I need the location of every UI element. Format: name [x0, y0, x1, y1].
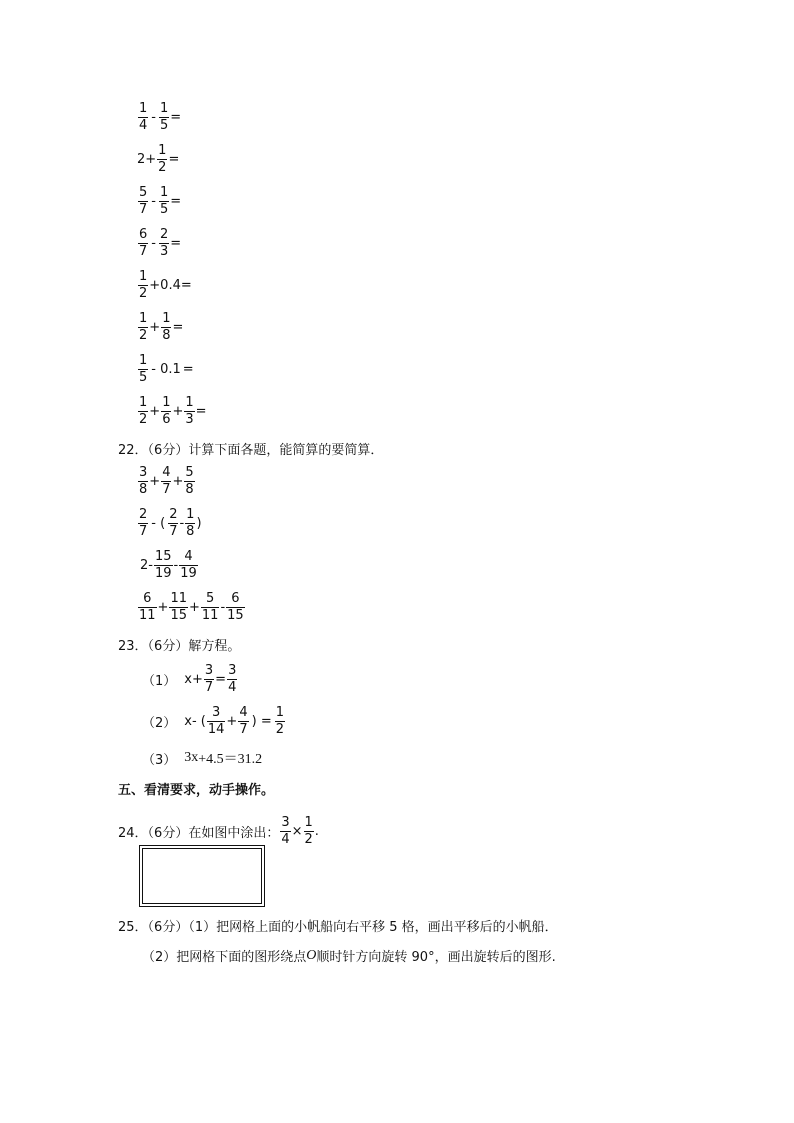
q23-equation-1: （1） x+ $\frac{3}{7}$ = $\frac{3}{4}$: [142, 663, 237, 695]
fraction: $\frac{4}{7}$: [239, 705, 248, 737]
oral-item-7: $\frac{1}{5}$ - 0.1 =: [139, 353, 194, 385]
fraction: $\frac{5}{11}$: [201, 591, 219, 623]
fraction: $\frac{5}{7}$: [139, 185, 148, 217]
point-o-label: O: [306, 947, 317, 963]
question-24-header: 24．（6分）在如图中涂出： $\frac{3}{4}$ × $\frac{1}{2}$ .: [118, 815, 319, 847]
fraction: $\frac{5}{8}$: [185, 465, 194, 497]
fraction: $\frac{4}{19}$: [180, 549, 197, 581]
fraction: $\frac{1}{5}$: [139, 353, 148, 385]
question-23-header: 23．（6分）解方程。: [118, 639, 241, 654]
oral-item-5: $\frac{1}{2}$ +0.4 =: [139, 269, 192, 301]
question-22-header: 22．（6分）计算下面各题，能简算的要简算．: [118, 443, 384, 458]
fraction: $\frac{11}{15}$: [170, 591, 187, 623]
fraction: $\frac{1}{2}$: [139, 311, 148, 343]
fraction: $\frac{3}{4}$: [228, 663, 237, 695]
oral-item-4: $\frac{6}{7}$ - $\frac{2}{3}$ =: [139, 227, 182, 259]
fraction: $\frac{2}{3}$: [159, 227, 169, 259]
fraction: $\frac{2}{7}$: [139, 507, 148, 539]
fraction: $\frac{1}{2}$: [139, 395, 148, 427]
fraction: $\frac{3}{4}$: [281, 815, 290, 847]
fraction: $\frac{1}{8}$: [186, 507, 195, 539]
fraction: $\frac{1}{2}$: [304, 815, 313, 847]
fraction: $\frac{3}{8}$: [139, 465, 148, 497]
q23-equation-3: （3） 3x +4.5＝31.2: [142, 750, 263, 768]
fraction: $\frac{2}{7}$: [169, 507, 178, 539]
oral-item-1: $\frac{1}{4}$ - $\frac{1}{5}$ =: [139, 101, 182, 133]
fraction: $\frac{6}{15}$: [227, 591, 244, 623]
fraction: $\frac{1}{2}$: [139, 269, 148, 301]
oral-item-6: $\frac{1}{2}$ + $\frac{1}{8}$ =: [139, 311, 184, 343]
q22-expression-1: $\frac{3}{8}$ + $\frac{4}{7}$ + $\frac{5}{8}$: [139, 465, 194, 497]
fraction: $\frac{4}{7}$: [162, 465, 171, 497]
q23-equation-2: （2） x- ( $\frac{3}{14}$ + $\frac{4}{7}$ ) = $\frac{1}{2}$: [142, 705, 284, 737]
section-5-title: 五、看清要求，动手操作。: [118, 783, 275, 798]
fraction: $\frac{6}{7}$: [139, 227, 148, 259]
q22-expression-3: 2- $\frac{15}{19}$ - $\frac{4}{19}$: [140, 549, 197, 581]
fraction: $\frac{1}{3}$: [185, 395, 194, 427]
fraction: $\frac{1}{2}$: [158, 143, 167, 175]
q22-expression-4: $\frac{6}{11}$ + $\frac{11}{15}$ + $\frac{5}{11}$ - $\frac{6}{15}$: [139, 591, 244, 623]
shading-rectangle[interactable]: [139, 845, 265, 907]
q22-expression-2: $\frac{2}{7}$ - ( $\frac{2}{7}$ - $\frac{1}{8}$ ): [139, 507, 202, 539]
oral-item-3: $\frac{5}{7}$ - $\frac{1}{5}$ =: [139, 185, 182, 217]
oral-item-2: 2+ $\frac{1}{2}$ =: [137, 143, 180, 175]
fraction: $\frac{1}{8}$: [162, 311, 171, 343]
fraction: $\frac{1}{5}$: [159, 101, 169, 133]
shading-rectangle-inner: [142, 848, 262, 904]
fraction: $\frac{1}{2}$: [275, 705, 284, 737]
question-25-line-2: （2）把网格下面的图形绕点 O 顺时针方向旋转 90°，画出旋转后的图形.: [142, 947, 556, 965]
fraction: $\frac{1}{5}$: [159, 185, 169, 217]
fraction: $\frac{3}{7}$: [204, 663, 214, 695]
fraction: $\frac{15}{19}$: [154, 549, 172, 581]
question-25-line-1: 25．（6分）（1）把网格上面的小帆船向右平移 5 格，画出平移后的小帆船．: [118, 920, 558, 935]
oral-item-8: $\frac{1}{2}$ + $\frac{1}{6}$ + $\frac{1}{3}$ =: [139, 395, 207, 427]
fraction: $\frac{6}{11}$: [139, 591, 156, 623]
fraction: $\frac{1}{4}$: [139, 101, 148, 133]
fraction: $\frac{3}{14}$: [207, 705, 225, 737]
fraction: $\frac{1}{6}$: [162, 395, 171, 427]
